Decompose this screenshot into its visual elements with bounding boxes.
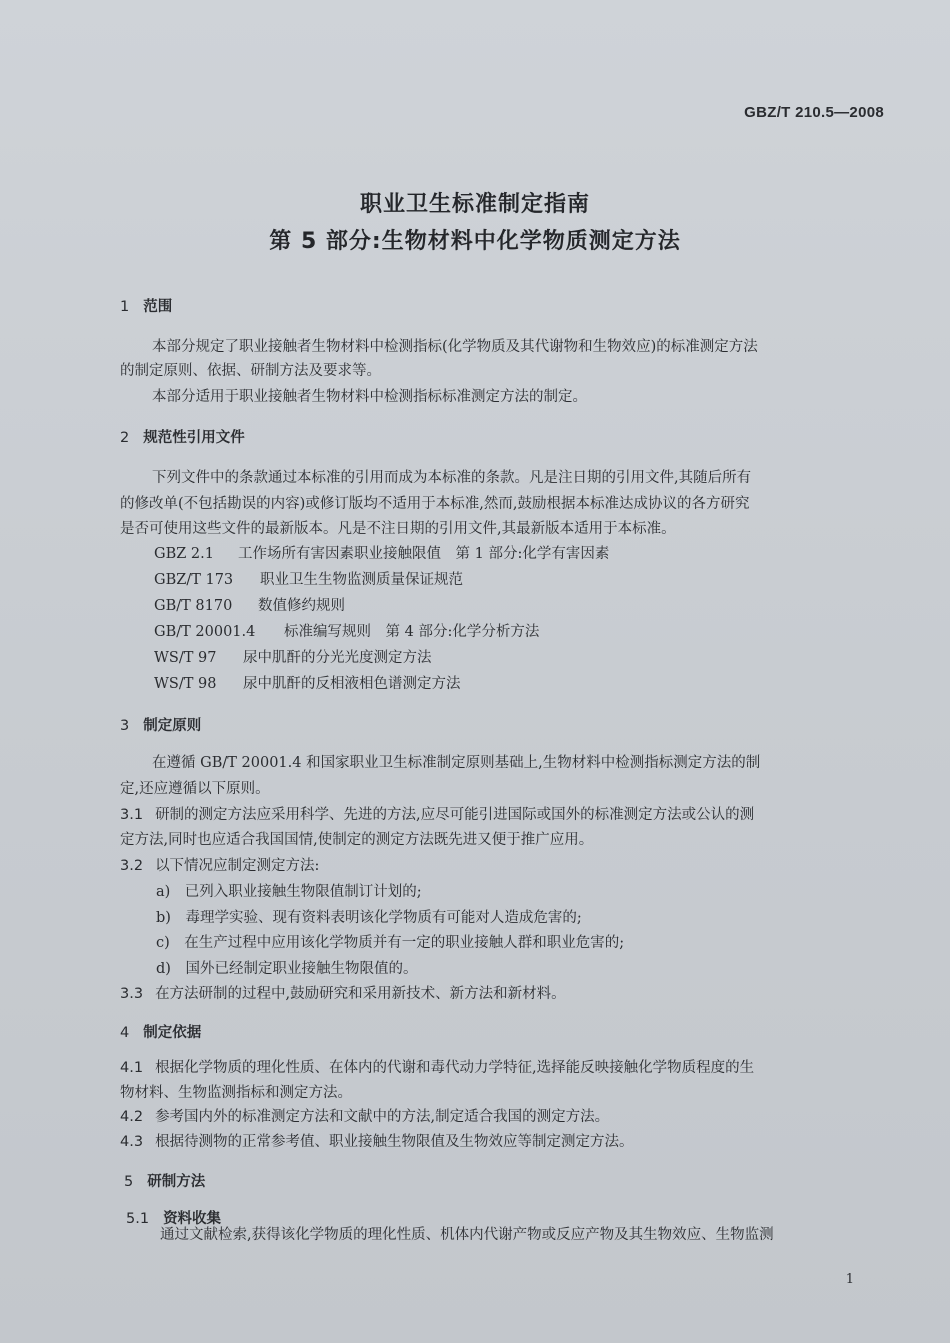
paragraph: 定,还应遵循以下原则。: [120, 781, 270, 797]
section-number: 4: [120, 1025, 130, 1041]
paragraph: 的修改单(不包括勘误的内容)或修订版均不适用于本标准,然而,鼓励根据本标准达成协议的各方研究: [120, 496, 750, 512]
section-2-heading: [120, 426, 245, 447]
list-item: c) 在生产过程中应用该化学物质并有一定的职业接触人群和职业危害的;: [156, 935, 625, 951]
reference-title: 尿中肌酐的反相液相色谱测定方法: [243, 676, 461, 692]
paragraph: 在遵循 GB/T 20001.4 和国家职业卫生标准制定原则基础上,生物材料中检测指标测定方法的制: [152, 755, 761, 771]
section-title: 研制方法: [147, 1174, 206, 1190]
section-1-heading: [120, 295, 172, 316]
list-item: a) 已列入职业接触生物限值制订计划的;: [156, 884, 422, 900]
reference-code: GB/T 8170: [154, 598, 233, 614]
clause-4-2: [120, 1104, 609, 1130]
paragraph: 本部分适用于职业接触者生物材料中检测指标标准测定方法的制定。: [152, 389, 587, 405]
paragraph: 是否可使用这些文件的最新版本。凡是不注日期的引用文件,其最新版本适用于本标准。: [120, 521, 676, 537]
section-title: 规范性引用文件: [143, 430, 245, 446]
section-title: 范围: [143, 299, 173, 315]
section-number: 5: [124, 1174, 134, 1190]
clause-4-3: [120, 1129, 634, 1155]
clause-number: 4.2: [120, 1109, 144, 1125]
document-subtitle: 第 5 部分:生物材料中化学物质测定方法: [269, 229, 681, 254]
reference-code: GBZ/T 173: [154, 572, 234, 588]
clause-3-1: [120, 802, 754, 828]
clause-number: 3.1: [120, 807, 144, 823]
section-number: 2: [120, 430, 130, 446]
clause-text: 以下情况应制定测定方法:: [155, 858, 320, 874]
section-title: 制定依据: [143, 1025, 202, 1041]
paragraph: 通过文献检索,获得该化学物质的理化性质、机体内代谢产物或反应产物及其生物效应、生物监测: [160, 1227, 774, 1243]
reference-code: WS/T 98: [154, 676, 217, 692]
reference-title: 标准编写规则 第 4 部分:化学分析方法: [284, 624, 540, 640]
reference-title: 数值修约规则: [258, 598, 345, 614]
clause-text: 研制的测定方法应采用科学、先进的方法,应尽可能引进国际或国外的标准测定方法或公认的测: [155, 807, 755, 823]
clause-3-2: [120, 853, 319, 879]
section-number: 3: [120, 718, 130, 734]
clause-title: 资料收集: [163, 1211, 222, 1227]
reference-item: [154, 619, 539, 645]
section-title: 制定原则: [143, 718, 202, 734]
paragraph: 下列文件中的条款通过本标准的引用而成为本标准的条款。凡是注日期的引用文件,其随后所有: [152, 470, 752, 486]
reference-item: [154, 567, 463, 593]
reference-item: [154, 645, 432, 671]
clause-3-3: [120, 981, 566, 1007]
section-4-heading: [120, 1021, 201, 1042]
reference-item: [154, 593, 345, 619]
paragraph: 的制定原则、依据、研制方法及要求等。: [120, 363, 381, 379]
clause-number: 5.1: [126, 1211, 150, 1227]
clause-text: 根据化学物质的理化性质、在体内的代谢和毒代动力学特征,选择能反映接触化学物质程度的生: [155, 1060, 755, 1076]
reference-item: [154, 671, 461, 697]
document-title: 职业卫生标准制定指南: [359, 192, 590, 217]
reference-code: WS/T 97: [154, 650, 217, 666]
clause-number: 3.2: [120, 858, 144, 874]
clause-number: 3.3: [120, 986, 144, 1002]
clause-text: 根据待测物的正常参考值、职业接触生物限值及生物效应等制定测定方法。: [155, 1134, 634, 1150]
reference-item: [154, 541, 609, 567]
list-item: d) 国外已经制定职业接触生物限值的。: [156, 961, 418, 977]
paragraph: 本部分规定了职业接触者生物材料中检测指标(化学物质及其代谢物和生物效应)的标准测定方法: [152, 339, 758, 355]
reference-code: GB/T 20001.4: [154, 624, 256, 640]
section-3-heading: [120, 714, 201, 735]
clause-number: 4.1: [120, 1060, 144, 1076]
list-item: b) 毒理学实验、现有资料表明该化学物质有可能对人造成危害的;: [156, 910, 582, 926]
reference-code: GBZ 2.1: [154, 546, 214, 562]
reference-title: 尿中肌酐的分光光度测定方法: [243, 650, 432, 666]
clause-text: 参考国内外的标准测定方法和文献中的方法,制定适合我国的测定方法。: [155, 1109, 610, 1125]
reference-title: 职业卫生生物监测质量保证规范: [260, 572, 463, 588]
paragraph: 定方法,同时也应适合我国国情,使制定的测定方法既先进又便于推广应用。: [120, 832, 594, 848]
clause-4-1: [120, 1055, 754, 1081]
paragraph: 物材料、生物监测指标和测定方法。: [120, 1085, 352, 1101]
standard-code: GBZ/T 210.5—2008: [744, 104, 884, 121]
reference-title: 工作场所有害因素职业接触限值 第 1 部分:化学有害因素: [238, 546, 610, 562]
section-number: 1: [120, 299, 130, 315]
page-number: 1: [845, 1272, 854, 1287]
section-5-heading: [124, 1170, 205, 1191]
clause-text: 在方法研制的过程中,鼓励研究和采用新技术、新方法和新材料。: [155, 986, 566, 1002]
clause-number: 4.3: [120, 1134, 144, 1150]
